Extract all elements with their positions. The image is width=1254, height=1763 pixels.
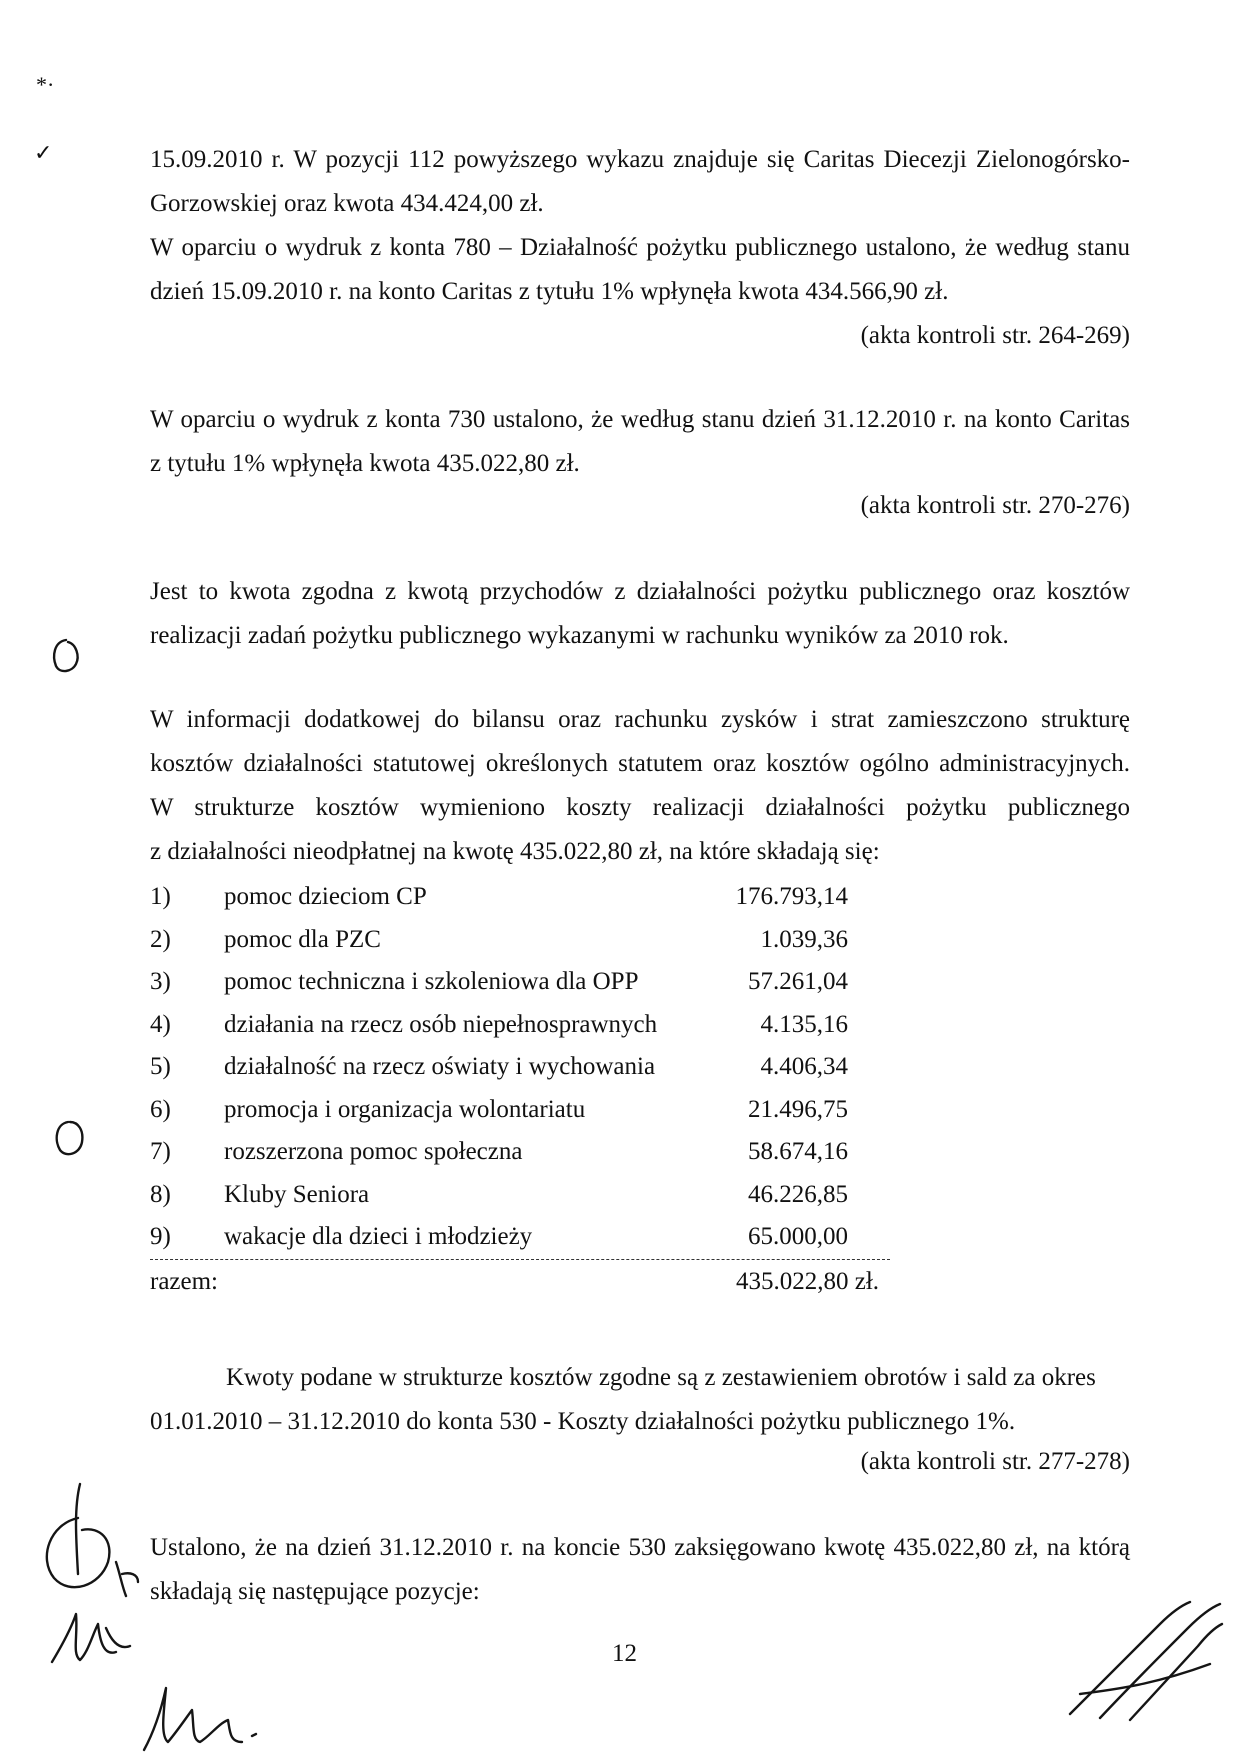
list-item [150, 919, 890, 962]
signature-paraph-left [46, 1606, 136, 1676]
list-item [150, 1046, 890, 1089]
paragraph-1-line-1: 15.09.2010 r. W pozycji 112 powyższego wykazu znajduje się Caritas Diecezji Zielonogórsko- [150, 146, 1130, 173]
item-name: pomoc dla PZC [224, 925, 381, 953]
paragraph-6-line-2: składają się następujące pozycje: [150, 1578, 480, 1605]
paragraph-5-line-2: 01.01.2010 – 31.12.2010 do konta 530 - Koszty działalności pożytku publicznego 1%. [150, 1408, 1016, 1435]
reference-2: (akta kontroli str. 270-276) [860, 492, 1130, 519]
paragraph-4-line-1: W informacji dodatkowej do bilansu oraz rachunku zysków i strat zamieszczono strukturę [150, 706, 1130, 733]
item-number: 9) [150, 1223, 171, 1250]
list-item [150, 1174, 890, 1217]
item-value: 21.496,75 [748, 1095, 848, 1123]
item-name: działania na rzecz osób niepełnosprawnych [224, 1010, 658, 1038]
total-row [150, 1260, 890, 1304]
list-item [150, 1004, 890, 1047]
paragraph-2 [150, 398, 1130, 486]
punch-hole-mark-upper [46, 636, 86, 676]
item-number: 3) [150, 968, 171, 995]
paragraph-4 [150, 698, 1130, 874]
reference-3: (akta kontroli str. 277-278) [860, 1448, 1130, 1475]
item-number: 4) [150, 1010, 171, 1038]
paragraph-2-line-1: W oparciu o wydruk z konta 730 ustalono, że według stanu dzień 31.12.2010 r. na konto Caritas [150, 406, 1130, 433]
paragraph-1 [150, 138, 1130, 314]
total-value: 435.022,80 zł. [736, 1267, 880, 1295]
signature-bottom-center [134, 1680, 284, 1760]
paragraph-6 [150, 1526, 1130, 1614]
signature-initials-left [30, 1478, 140, 1608]
paragraph-4-line-4: z działalności nieodpłatnej na kwotę 435.022,80 zł, na które składają się: [150, 838, 880, 865]
item-value: 58.674,16 [748, 1138, 848, 1165]
margin-mark-top: *· [36, 72, 55, 97]
item-number: 1) [150, 883, 171, 910]
list-item [150, 1216, 890, 1260]
cost-structure-list [150, 876, 890, 1304]
paragraph-2-line-2: z tytułu 1% wpłynęła kwota 435.022,80 zł. [150, 450, 580, 477]
list-item [150, 876, 890, 919]
list-item [150, 1131, 890, 1174]
item-name: Kluby Seniora [224, 1180, 370, 1208]
list-item [150, 961, 890, 1004]
page-number: 12 [612, 1640, 637, 1667]
margin-mark-check: ✓ [34, 140, 53, 165]
paragraph-6-line-1: Ustalono, że na dzień 31.12.2010 r. na koncie 530 zaksięgowano kwotę 435.022,80 zł, na którą [150, 1534, 1130, 1561]
item-value: 57.261,04 [748, 968, 848, 995]
signature-right [1060, 1594, 1230, 1734]
paragraph-4-line-3: W strukturze kosztów wymieniono koszty realizacji działalności pożytku publicznego [150, 794, 1130, 821]
punch-hole-mark-lower [50, 1116, 90, 1160]
paragraph-3-line-1: Jest to kwota zgodna z kwotą przychodów z działalności pożytku publicznego oraz kosztów [150, 578, 1130, 605]
item-value: 46.226,85 [748, 1180, 848, 1208]
item-name: działalność na rzecz oświaty i wychowania [224, 1053, 656, 1080]
item-number: 7) [150, 1138, 171, 1165]
item-name: pomoc techniczna i szkoleniowa dla OPP [224, 968, 639, 995]
item-value: 176.793,14 [735, 883, 848, 910]
paragraph-1-line-2: Gorzowskiej oraz kwota 434.424,00 zł. [150, 190, 544, 217]
item-number: 5) [150, 1053, 171, 1080]
item-value: 4.135,16 [760, 1010, 848, 1038]
item-name: wakacje dla dzieci i młodzieży [224, 1223, 533, 1250]
paragraph-5-line-1: Kwoty podane w strukturze kosztów zgodne są z zestawieniem obrotów i sald za okres [226, 1364, 1096, 1391]
item-number: 6) [150, 1095, 171, 1123]
paragraph-5 [150, 1356, 1130, 1444]
paragraph-3-line-2: realizacji zadań pożytku publicznego wykazanymi w rachunku wyników za 2010 rok. [150, 622, 1009, 649]
item-number: 8) [150, 1180, 171, 1208]
item-name: pomoc dzieciom CP [224, 883, 427, 910]
paragraph-3 [150, 570, 1130, 658]
paragraph-4-line-2: kosztów działalności statutowej określonych statutem oraz kosztów ogólno administracyjnych. [150, 750, 1130, 777]
item-number: 2) [150, 925, 171, 953]
total-label: razem: [150, 1267, 219, 1295]
list-item [150, 1089, 890, 1132]
item-name: promocja i organizacja wolontariatu [224, 1095, 586, 1123]
paragraph-1-line-4: dzień 15.09.2010 r. na konto Caritas z tytułu 1% wpłynęła kwota 434.566,90 zł. [150, 278, 949, 305]
item-value: 4.406,34 [760, 1053, 848, 1080]
item-name: rozszerzona pomoc społeczna [224, 1138, 523, 1165]
reference-1: (akta kontroli str. 264-269) [860, 322, 1130, 349]
paragraph-1-line-3: W oparciu o wydruk z konta 780 – Działalność pożytku publicznego ustalono, że według stanu [150, 234, 1130, 261]
item-value: 65.000,00 [748, 1223, 848, 1250]
item-value: 1.039,36 [760, 925, 848, 953]
